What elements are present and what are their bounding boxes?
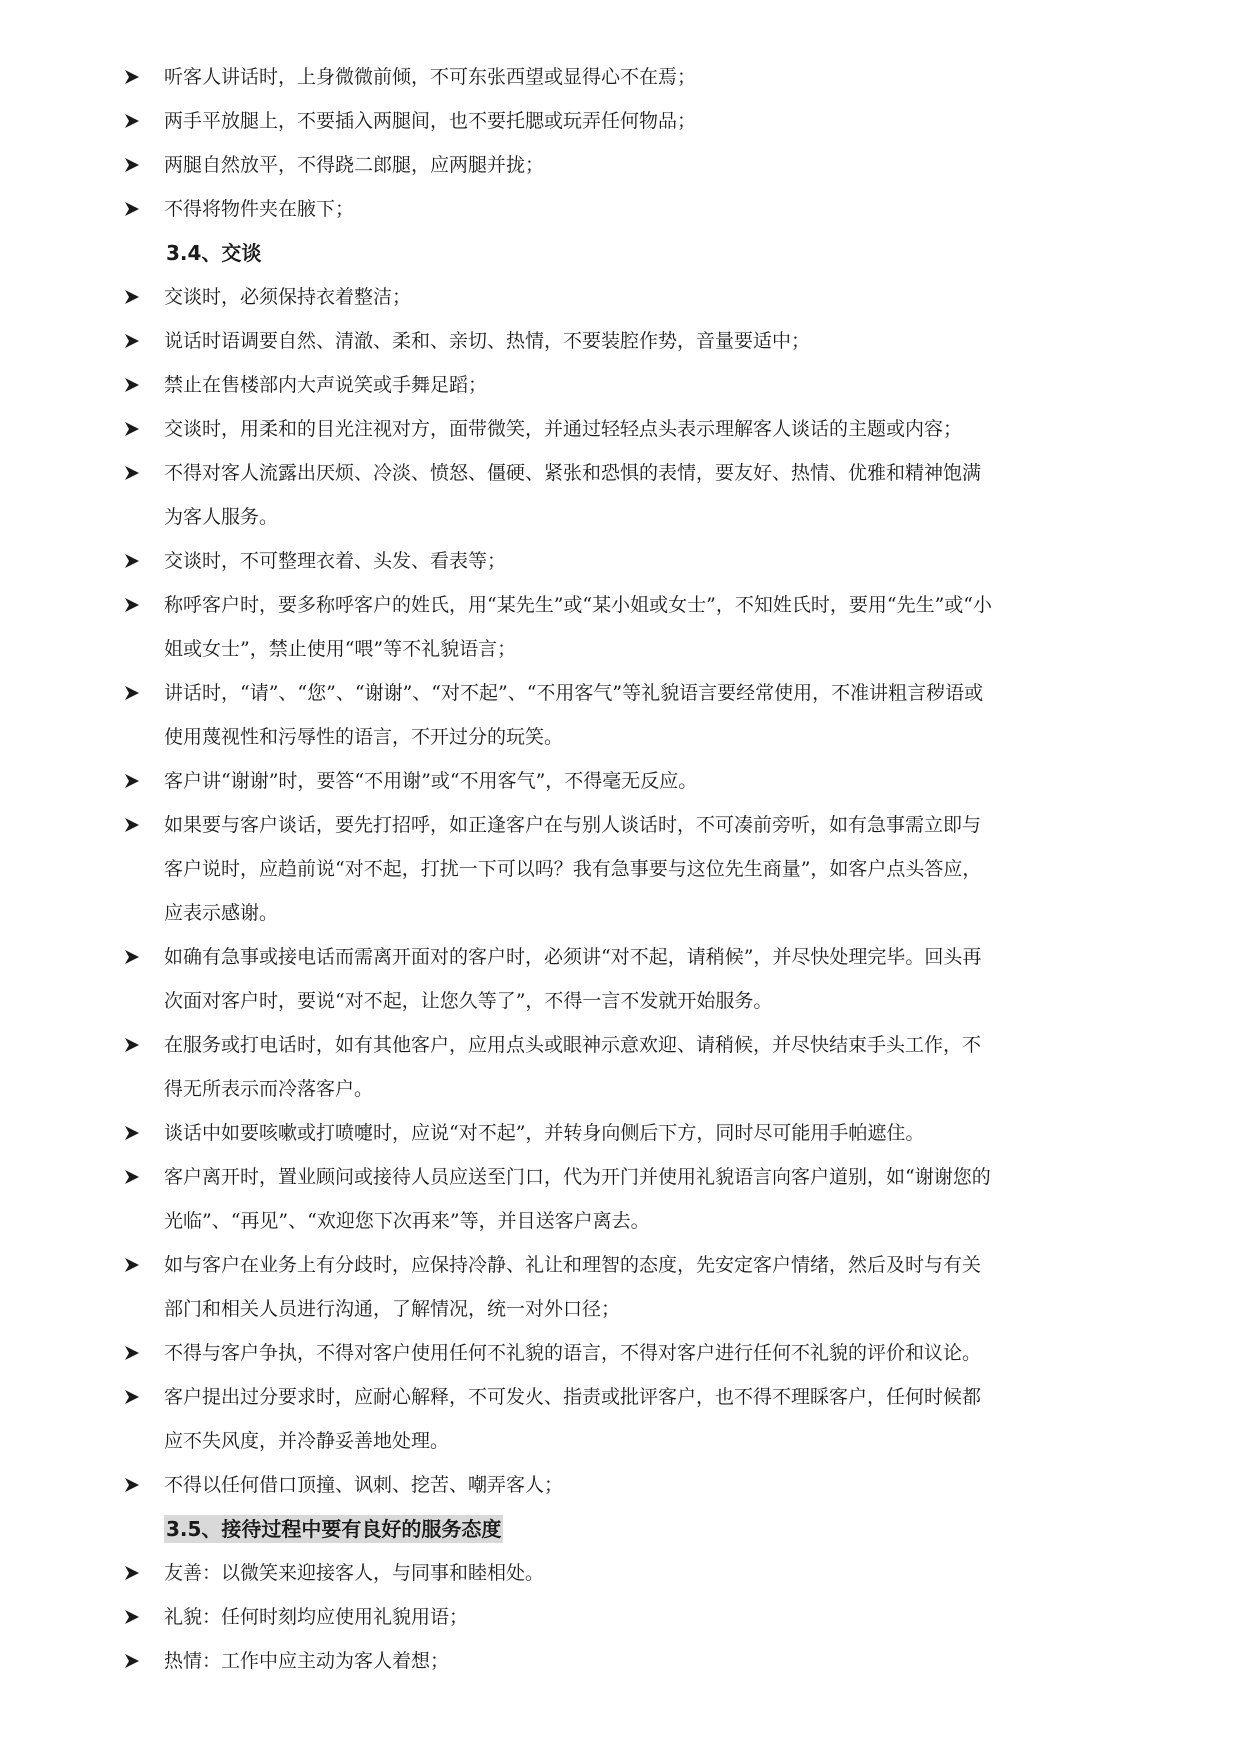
- list-item-text: 姐或女士”，禁止使用“喂”等不礼貌语言；: [164, 638, 517, 660]
- list-item-text: 为客人服务。: [164, 506, 279, 528]
- arrowhead-bullet-icon: [122, 451, 142, 495]
- list-item-text: 两腿自然放平，不得跷二郎腿，应两腿并拢；: [164, 154, 545, 176]
- list-item-text: 礼貌：任何时刻均应使用礼貌用语；: [164, 1606, 469, 1628]
- arrowhead-bullet-icon: [122, 759, 142, 803]
- list-item-text: 客户说时，应趋前说“对不起，打扰一下可以吗？我有急事要与这位先生商量”，如客户点头答应，: [164, 858, 982, 880]
- list-item-text: 交谈时，不可整理衣着、头发、看表等；: [164, 550, 507, 572]
- list-item-text: 友善：以微笑来迎接客人，与同事和睦相处。: [164, 1562, 545, 1584]
- list-item-text: 不得与客户争执，不得对客户使用任何不礼貌的语言，不得对客户进行任何不礼貌的评价和议论。: [164, 1342, 982, 1364]
- list-item-text: 应不失风度，并冷静妥善地处理。: [164, 1430, 450, 1452]
- list-item-text: 不得以任何借口顶撞、讽刺、挖苦、嘲弄客人；: [164, 1474, 564, 1496]
- arrowhead-bullet-icon: [122, 1375, 142, 1419]
- heading-text: 3.4、交谈: [166, 241, 262, 265]
- arrowhead-bullet-icon: [122, 407, 142, 451]
- arrowhead-bullet-icon: [122, 1023, 142, 1067]
- section-heading-3-4: [122, 231, 1122, 275]
- list-item-text: 两手平放腿上，不要插入两腿间，也不要托腮或玩弄任何物品；: [164, 110, 697, 132]
- list-item-text: 在服务或打电话时，如有其他客户，应用点头或眼神示意欢迎、请稍候，并尽快结束手头工作，不: [164, 1034, 982, 1056]
- arrowhead-bullet-icon: [122, 1331, 142, 1375]
- list-item: [122, 275, 1122, 319]
- list-item-text: 部门和相关人员进行沟通，了解情况，统一对外口径；: [164, 1298, 621, 1320]
- arrowhead-bullet-icon: [122, 539, 142, 583]
- arrowhead-bullet-icon: [122, 1551, 142, 1595]
- list-item-text: 使用蔑视性和污辱性的语言，不开过分的玩笑。: [164, 726, 564, 748]
- list-item-text: 次面对客户时，要说“对不起，让您久等了”，不得一言不发就开始服务。: [164, 990, 773, 1012]
- list-item: [122, 935, 1122, 1023]
- list-item-text: 应表示感谢。: [164, 902, 279, 924]
- list-item: [122, 759, 1122, 803]
- arrowhead-bullet-icon: [122, 671, 142, 715]
- list-item: [122, 1155, 1122, 1243]
- list-item: [122, 187, 1122, 231]
- arrowhead-bullet-icon: [122, 55, 142, 99]
- arrowhead-bullet-icon: [122, 1463, 142, 1507]
- list-item-text: 如与客户在业务上有分歧时，应保持冷静、礼让和理智的态度，先安定客户情绪，然后及时与有关: [164, 1254, 982, 1276]
- list-item-text: 光临”、“再见”、“欢迎您下次再来”等，并目送客户离去。: [164, 1210, 650, 1232]
- arrowhead-bullet-icon: [122, 1595, 142, 1639]
- list-item-text: 得无所表示而冷落客户。: [164, 1078, 374, 1100]
- list-item-text: 禁止在售楼部内大声说笑或手舞足蹈；: [164, 374, 488, 396]
- list-item-text: 客户离开时，置业顾问或接待人员应送至门口，代为开门并使用礼貌语言向客户道别，如“谢谢您的: [164, 1166, 991, 1188]
- list-item: [122, 1639, 1122, 1683]
- arrowhead-bullet-icon: [122, 319, 142, 363]
- list-item: [122, 671, 1122, 759]
- list-item: [122, 363, 1122, 407]
- list-item-text: 讲话时，“请”、“您”、“谢谢”、“对不起”、“不用客气”等礼貌语言要经常使用，不准讲粗言秽语或: [164, 682, 984, 704]
- arrowhead-bullet-icon: [122, 363, 142, 407]
- bullet-list-conversation: [122, 275, 1122, 1507]
- list-item: [122, 803, 1122, 935]
- arrowhead-bullet-icon: [122, 99, 142, 143]
- arrowhead-bullet-icon: [122, 583, 142, 627]
- arrowhead-bullet-icon: [122, 1639, 142, 1683]
- arrowhead-bullet-icon: [122, 803, 142, 847]
- list-item-text: 不得将物件夹在腋下；: [164, 198, 355, 220]
- arrowhead-bullet-icon: [122, 1243, 142, 1287]
- list-item: [122, 99, 1122, 143]
- list-item-text: 谈话中如要咳嗽或打喷嚏时，应说“对不起”，并转身向侧后下方，同时尽可能用手帕遮住。: [164, 1122, 925, 1144]
- arrowhead-bullet-icon: [122, 275, 142, 319]
- list-item-text: 热情：工作中应主动为客人着想；: [164, 1650, 450, 1672]
- list-item-text: 说话时语调要自然、清澈、柔和、亲切、热情，不要装腔作势，音量要适中；: [164, 330, 811, 352]
- list-item-text: 如果要与客户谈话，要先打招呼，如正逢客户在与别人谈话时，不可凑前旁听，如有急事需立即与: [164, 814, 982, 836]
- list-item: [122, 1111, 1122, 1155]
- section-heading-3-5: [122, 1507, 1122, 1551]
- list-item-text: 不得对客人流露出厌烦、冷淡、愤怒、僵硬、紧张和恐惧的表情，要友好、热情、优雅和精神饱满: [164, 462, 982, 484]
- arrowhead-bullet-icon: [122, 143, 142, 187]
- list-item: [122, 1463, 1122, 1507]
- list-item: [122, 1375, 1122, 1463]
- list-item-text: 称呼客户时，要多称呼客户的姓氏，用“某先生”或“某小姐或女士”，不知姓氏时，要用“先生”或“小: [164, 594, 992, 616]
- list-item: [122, 407, 1122, 451]
- heading-text: 3.5、接待过程中要有良好的服务态度: [166, 1517, 502, 1541]
- list-item-text: 客户提出过分要求时，应耐心解释，不可发火、指责或批评客户，也不得不理睬客户，任何时候都: [164, 1386, 982, 1408]
- list-item-text: 交谈时，用柔和的目光注视对方，面带微笑，并通过轻轻点头表示理解客人谈话的主题或内容；: [164, 418, 963, 440]
- arrowhead-bullet-icon: [122, 935, 142, 979]
- list-item: [122, 1243, 1122, 1331]
- list-item: [122, 583, 1122, 671]
- bullet-list-sitting: [122, 55, 1122, 231]
- list-item: [122, 451, 1122, 539]
- list-item: [122, 143, 1122, 187]
- list-item-text: 客户讲“谢谢”时，要答“不用谢”或“不用客气”，不得毫无反应。: [164, 770, 698, 792]
- list-item-text: 交谈时，必须保持衣着整洁；: [164, 286, 412, 308]
- document-content: [122, 55, 1122, 1683]
- list-item: [122, 1023, 1122, 1111]
- arrowhead-bullet-icon: [122, 1155, 142, 1199]
- list-item: [122, 539, 1122, 583]
- list-item-text: 听客人讲话时，上身微微前倾，不可东张西望或显得心不在焉；: [164, 66, 697, 88]
- list-item: [122, 1331, 1122, 1375]
- list-item: [122, 1551, 1122, 1595]
- bullet-list-service-attitude: [122, 1551, 1122, 1683]
- list-item: [122, 1595, 1122, 1639]
- list-item: [122, 319, 1122, 363]
- arrowhead-bullet-icon: [122, 1111, 142, 1155]
- arrowhead-bullet-icon: [122, 187, 142, 231]
- list-item: [122, 55, 1122, 99]
- list-item-text: 如确有急事或接电话而需离开面对的客户时，必须讲“对不起，请稍候”，并尽快处理完毕。回头再: [164, 946, 982, 968]
